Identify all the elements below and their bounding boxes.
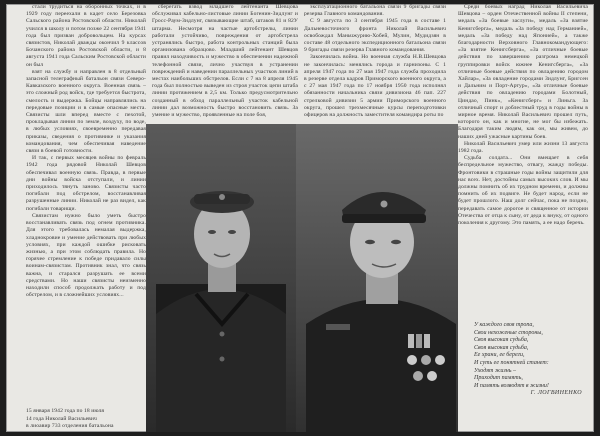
poem-line: Приходит память,	[474, 375, 523, 382]
column-1-bottom-lines	[26, 408, 146, 430]
paragraph: Закончилась война. Но военная служба Н.В.Шевцова не закончилась: менялись города и гарнизоны. С 1 апреля 1947 года по 27 мая 1947 года служба проходила в резерве отдела кадров Приморского военного округа, а с 27 мая 1947 года по 17 ноября 1950 года исполнял обязанности начальника связи дивизиона 46 пап. 227 стрелковой дивизии 5 армии Приморского военного округа, прошел трехмесячные курсы переподготовки офицеров на должность заместителя командира роты по	[304, 54, 446, 119]
paragraph: эксплуатационного батальона связи 9 бригады связи резерва Главного командования.	[304, 4, 446, 18]
text-line: в лиоавир 733 отделения батальона	[26, 422, 114, 429]
author-signature: Г. ЛОГВИНЕНКО	[530, 390, 582, 397]
article-column-1	[26, 4, 146, 432]
young-soldier-photo	[146, 124, 296, 432]
paragraph: С 9 августа по 3 сентября 1945 года в составе 1 Дальневосточного фронта Николай Васильевич освобождал Маньчжурию-Хобей, Мулин, Мудидзян в составе 48 отдельного экспедиционного батальона связи 9 бригады связи резерва Главного командования.	[304, 18, 446, 54]
paragraph: И так, с первых месяцев войны по февраль 1942 года рядовой Николай Шевцов обеспечивал военную связь. Правда, в первые дни войны войска отступали, и линии приходилось тянуть заново. Связисты часто погибали под обстрелом, восстанавливая разрушенные линии. Николай не раз видел, как погибали товарищи.	[26, 155, 146, 212]
paragraph: Среди боевых наград Николая Васильевича Шевцова – орден Отечественной войны II степени, медаль «За боевые заслуги», медаль «За взятие Кенигсберга», медаль «За победу над Германией», медаль «За победу над Японией», а также благодарности Верховного Главнокомандующего: «За взятие Кенигсберга», «За отличные боевые действия по завершению разгрома немецкой группировки войск южнее Кенигсберга», «За отличные боевые действия по овладению городом Хайлар», «За овладение городами Зидлунг, Бригсен и Дальним и Порт-Артур», «За отличные боевые действия по овладению городами Болотный, Циндао, Пинк», «Кенигсберг» и Линьга. За отличный спорт и доблестный труд в годы войны в мирное время. Николай Васильевич прошел путь, которого он, как и многие, не мог бы избежать. Благодаря таким людям, как он, мы живем, до наших дней ужасные картины боев.	[458, 4, 588, 140]
text-line: 15 января 1942 года по 18 июля	[26, 408, 105, 415]
poem-block	[458, 322, 588, 432]
paragraph: Судьба солдата... Они вмещает в себя беспредельное мужество, отвагу, жажду победы. Фронтовики в страшные годы войны защитили для нас всех. Нет, достойны самых высоких слов. И мы должны помнить об их трудном времени, и должны помнить об их подвиге. Не будет народ, если не будет прошлого. Наш долг сейчас, пока не поздно, передавать самое дорогое и священное от истории Отечества от отца к сыну, от деда к внуку, от одного поколения к другому. Это память, а ее надо беречь.	[458, 155, 588, 227]
paragraph: Николай Васильевич умер или жизни 13 августа 1982 года.	[458, 140, 588, 155]
soldier-photographs	[146, 124, 458, 432]
poem-line: Своя высокая судьба,	[474, 344, 529, 351]
poem-line: Свои нехоженые стороны,	[474, 329, 543, 336]
poem-line: Ее храни, ее береги,	[474, 352, 525, 359]
officer-photo	[296, 124, 458, 432]
poem-line: И память возводят в жизни!	[474, 382, 549, 389]
paragraph: взят на службу и направлен в 8 отдельный запасной телеграфный батальон связи Северо-Кавказского военного округа. Военная связь – это сложный род войск, где требуется быстрота, смелость и выдержка. Бойцы направлялись на передовые позиции и в самые опасные места. Связисты шли вперед вместе с пехотой, прокладывая линии по земле, воздуху, по воде, в любых условиях, своевременно передавая приказы, сведения о противнике и указания командования, чем обеспечивая наведение связи в боевой готовности.	[26, 68, 146, 155]
newspaper-clipping	[6, 4, 594, 432]
paragraph: стали трудиться на оборонных точках, и в 1929 году переехали в кадет село Березовка Сальского района Ростовской области. Николай учился в школу и потом позже 22 сентября 1941 года был призван добровольцем. На курсах связистов, Николай дважды окончил 9 классов Бочанского района Ростовской области, и 8 августа 1941 года Сальским Ростовской области он был	[26, 4, 146, 68]
poem-line: Уходят жизнь –	[474, 367, 516, 374]
article-column-2	[152, 4, 298, 122]
poem-line: И суть ее понятней станет:	[474, 359, 549, 366]
poem-line: Своя высокая судьба,	[474, 337, 529, 344]
paragraph: сберегать взвод младшего лейтенанта Шевцова обслуживал кабельно-листовые линии Богенин-Зидлунг и Гросс-Раум-Зидлунг, связывающие штаб, штаков 81 и 82У штарма. Несмотря на частые артобстрелы, линии работали устойчиво, повреждения от артобстрела устранялись быстро, работа контрольных станций была организована образцово. Младший лейтенант Шевцов правил находчивость и мужество в обеспечении надежной телефонной связи, лично участвуя в устранении повреждений и наведении параллельных участков линий в местах наибольших обстрелов. Если с 7 на 8 апреля 1945 года был полностью выведен из строя участок цепи штаба линии протяжением в 2,5 км. Только предусмотрительно созданный в обход параллельный участок кабельной линии дал возможность быстро восстановить связь. За умение и мужество, проявленные на поле боя,	[152, 4, 298, 119]
paragraph: Связистам нужно было уметь быстро восстанавливать связь под огнем противника. Для этого требовалась немалая выдержка, хладнокровие и умение действовать при любых условиях, при каждой ошибке рисковать жизнью, а при этом соблюдать правила. Но горячее стремление к победе придавало силы воинам-связистам. Противник знал, что связь важна, и старался разрушать ее всеми средствами. Но наши связисты неизменно находили способ продолжать работу и под обстрелом, и в сложнейших условиях...	[26, 212, 146, 299]
poem-line: У каждого своя тропа,	[474, 322, 534, 328]
text-line: 14 года Николай Васильевич	[26, 415, 97, 422]
